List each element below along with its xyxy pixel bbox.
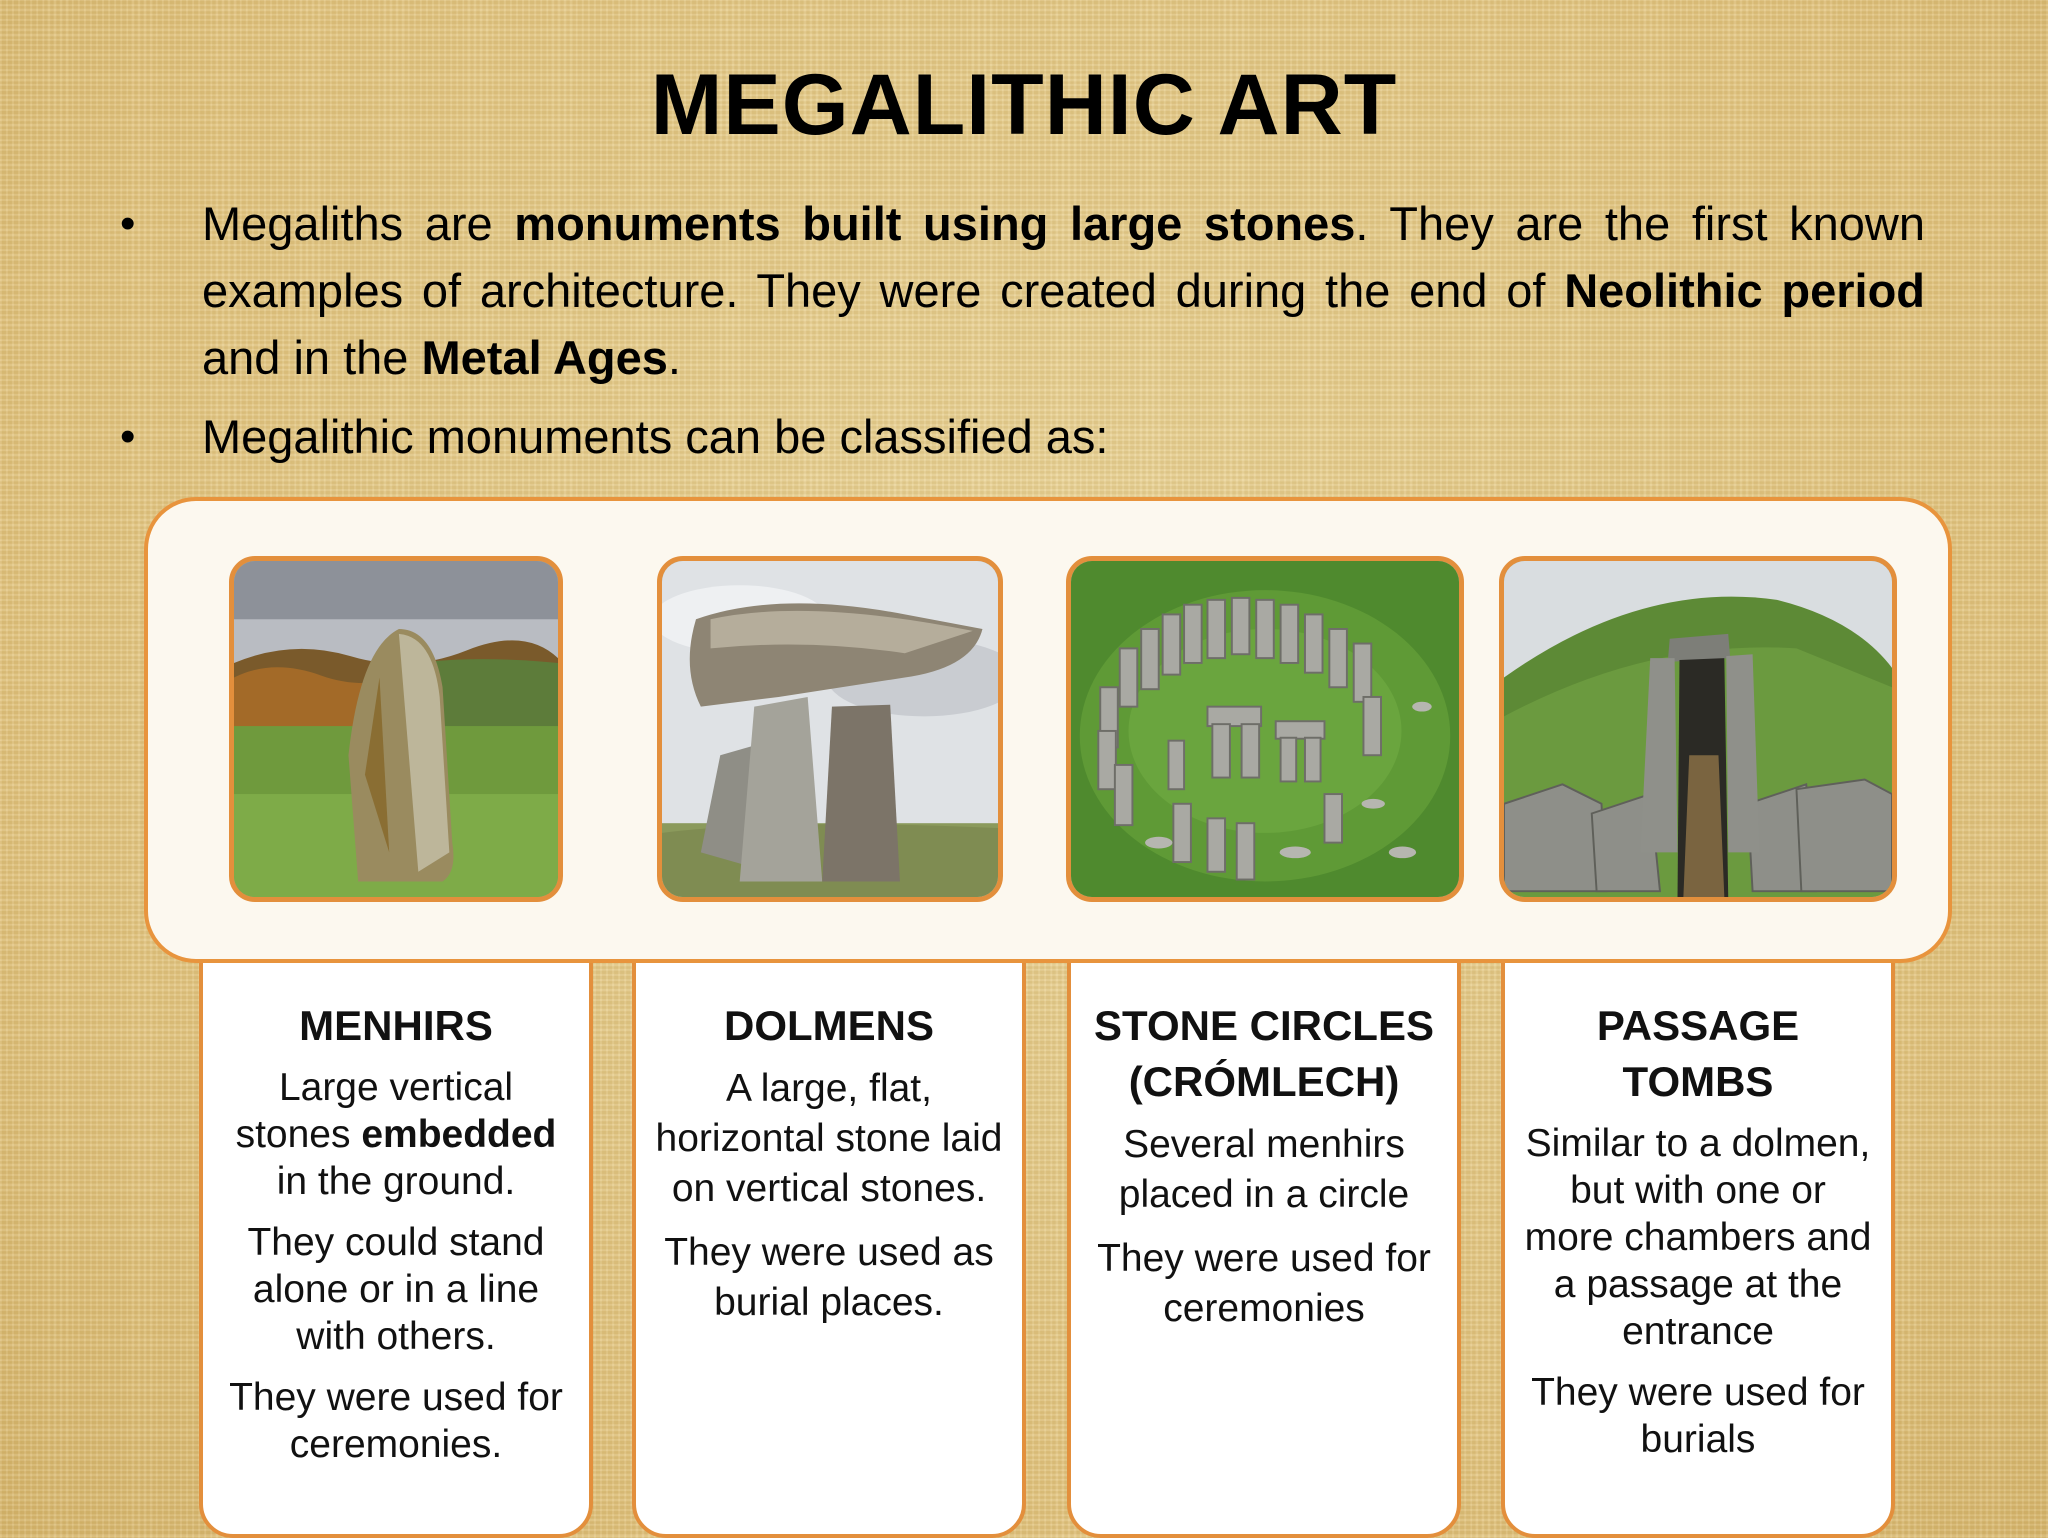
card-emphasis: embedded <box>361 1113 557 1156</box>
card-passage-tombs <box>1501 930 1895 1538</box>
card-text-part: in the ground. <box>276 1160 516 1203</box>
card-text: Several menhirs placed in a circle <box>1118 1123 1410 1216</box>
bullet-text: Megalithic monuments can be classified as: <box>202 410 1109 463</box>
card-text: They were used for ceremonies <box>1097 1237 1431 1330</box>
bullet-text: and in the <box>202 331 422 384</box>
passage-tomb-image <box>1504 561 1892 897</box>
card-text: They were used as burial places. <box>664 1231 994 1324</box>
card-text-part: Large vertical stones <box>235 1066 514 1156</box>
menhir-image <box>234 561 558 897</box>
card-heading: DOLMENS <box>724 1002 934 1049</box>
bullet-text: . They are the first known examples of architecture. They were created during the end of <box>202 197 1925 317</box>
bullet-text: Megaliths are <box>202 197 515 250</box>
page-title: MEGALITHIC ART <box>650 57 1398 153</box>
bullet-emphasis: monuments built using large stones <box>514 197 1356 250</box>
bullet-emphasis: Neolithic period <box>1564 264 1926 317</box>
card-text: They were used for burials <box>1531 1371 1865 1461</box>
dolmen-image <box>662 561 998 897</box>
bullet-dot-icon: • <box>120 412 136 461</box>
stone-circle-image <box>1071 561 1459 897</box>
card-menhirs <box>199 930 593 1538</box>
card-text <box>221 1064 571 1205</box>
card-text: They could stand alone or in a line with others. <box>247 1221 545 1358</box>
card-text: Similar to a dolmen, but with one or more chambers and a passage at the entrance <box>1524 1122 1872 1353</box>
bullet-dot-icon: • <box>120 199 136 248</box>
card-heading: MENHIRS <box>299 1002 493 1049</box>
card-text: A large, flat, horizontal stone laid on vertical stones. <box>655 1067 1003 1210</box>
card-text: They were used for ceremonies. <box>229 1376 563 1466</box>
bullet-text: . <box>667 331 681 384</box>
card-dolmens <box>632 930 1026 1538</box>
menhir-photo <box>229 556 563 902</box>
stone-circle-photo <box>1066 556 1464 902</box>
card-heading: STONE CIRCLES (CRÓMLECH) <box>1094 1002 1434 1105</box>
bullet-emphasis: Metal Ages <box>421 331 668 384</box>
passage-tomb-photo <box>1499 556 1897 902</box>
dolmen-photo <box>657 556 1003 902</box>
card-heading: PASSAGE TOMBS <box>1596 1002 1800 1105</box>
card-stone-circles <box>1067 930 1461 1538</box>
